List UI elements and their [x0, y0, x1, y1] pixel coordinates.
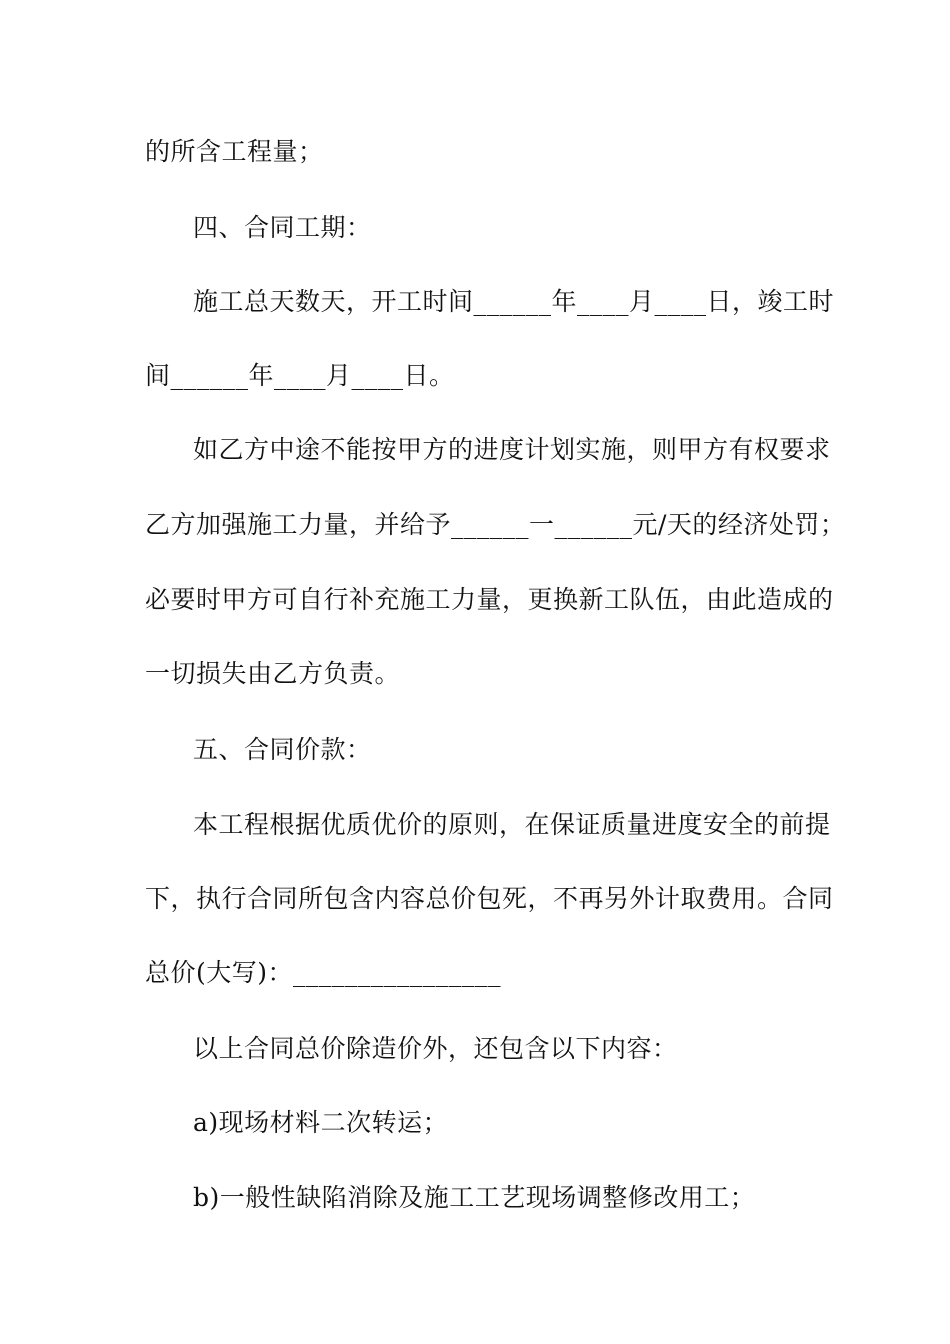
list-item: a)现场材料二次转运； [193, 1108, 449, 1137]
text-line: 如乙方中途不能按甲方的进度计划实施，则甲方有权要求 [193, 435, 831, 464]
text-line: 乙方加强施工力量，并给予______一______元/天的经济处罚； [145, 510, 846, 539]
text-line: 以上合同总价除造价外，还包含以下内容： [193, 1034, 678, 1063]
text-line: 一切损失由乙方负责。 [145, 659, 401, 688]
text-line: 的所含工程量； [145, 137, 324, 166]
section-heading-contract-price: 五、合同价款： [193, 735, 372, 764]
text-line: 总价(大写)：________________ [145, 958, 502, 987]
text-line: 间______年____月____日。 [145, 361, 455, 390]
text-line: 施工总天数天，开工时间______年____月____日，竣工时 [193, 287, 835, 316]
text-line: 下，执行合同所包含内容总价包死，不再另外计取费用。合同 [145, 884, 834, 913]
list-item: b)一般性缺陷消除及施工工艺现场调整修改用工； [193, 1183, 756, 1212]
section-heading-contract-period: 四、合同工期： [193, 213, 372, 242]
text-line: 本工程根据优质优价的原则，在保证质量进度安全的前提 [193, 810, 831, 839]
text-line: 必要时甲方可自行补充施工力量，更换新工队伍，由此造成的 [145, 585, 834, 614]
